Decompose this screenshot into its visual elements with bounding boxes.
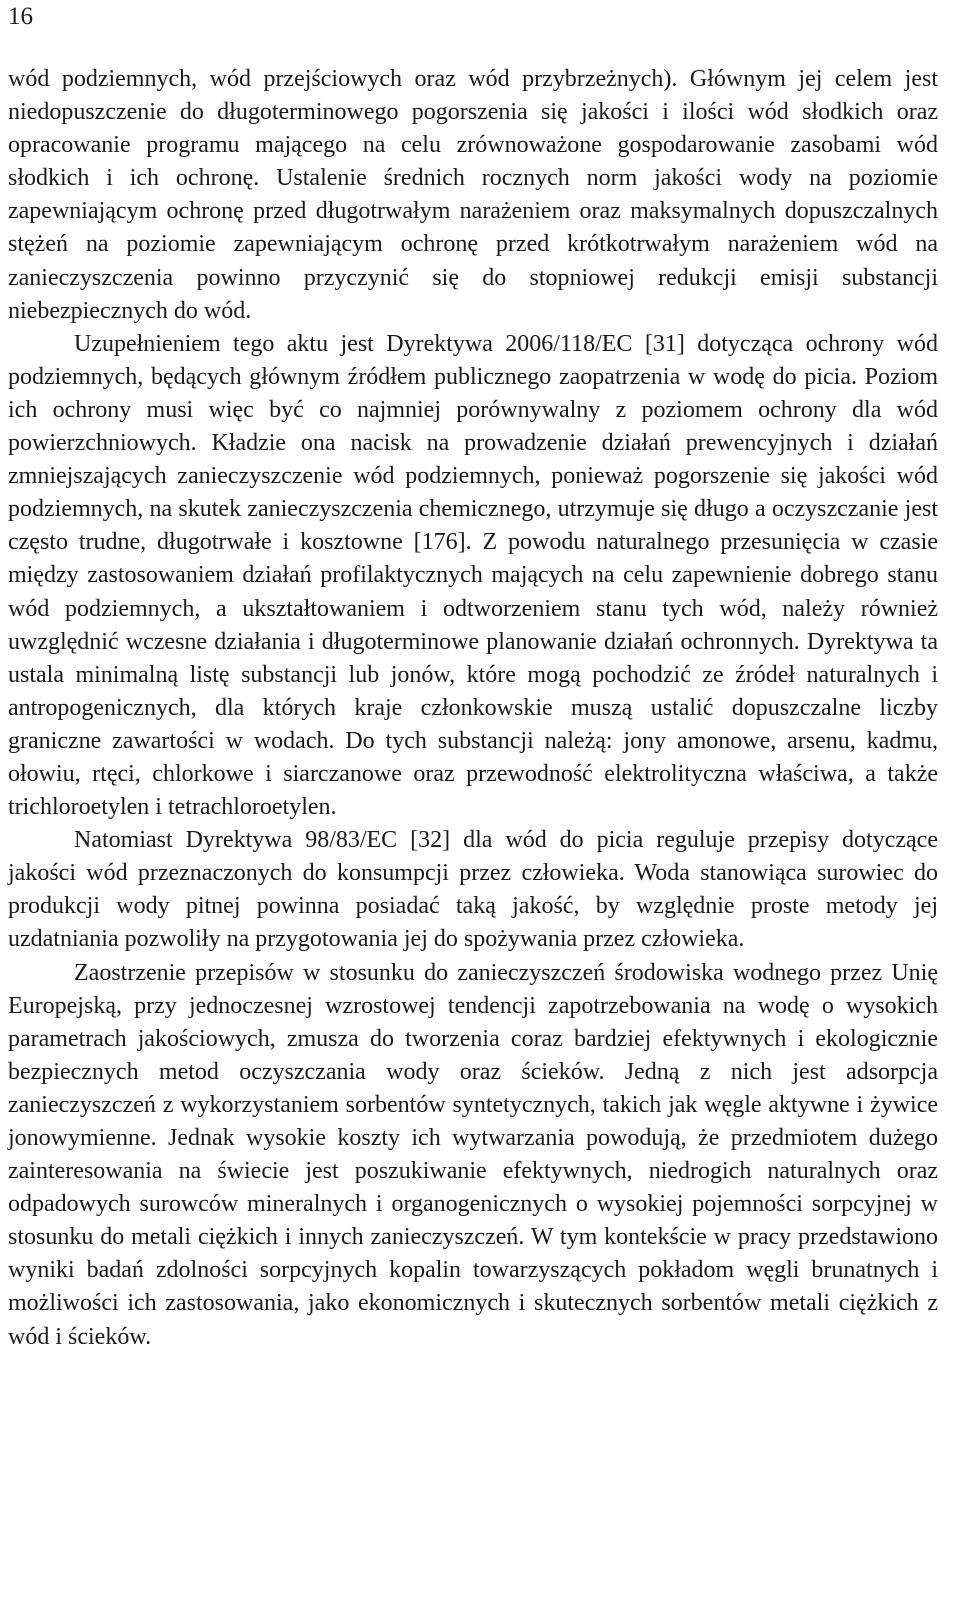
paragraph-continuation: wód podziemnych, wód przejściowych oraz wód przybrzeżnych). Głównym jej celem jest niedopuszczenie do długoterminowego pogorszenia się jakości i ilości wód słodkich oraz opracowanie programu mającego na celu zrównoważone gospodarowanie zasobami wód słodkich i ich ochronę. Ustalenie średnich rocznych norm jakości wody na poziomie zapewniającym ochronę przed długotrwałym narażeniem oraz maksymalnych dopuszczalnych stężeń na poziomie zapewniającym ochronę przed krótkotrwałym narażeniem wód na zanieczyszczenia powinno przyczynić się do stopniowej redukcji emisji substancji niebezpiecznych do wód. (8, 66, 938, 324)
paragraph-directive-2006-118: Uzupełnieniem tego aktu jest Dyrektywa 2006/118/EC [31] dotycząca ochrony wód podziemnych, będących głównym źródłem publicznego zaopatrzenia w wodę do picia. Poziom ich ochrony musi więc być co najmniej porównywalny z poziomem ochrony dla wód powierzchniowych. Kładzie ona nacisk na prowadzenie działań prewencyjnych i działań zmniejszających zanieczyszczenie wód podziemnych, ponieważ pogorszenie się jakości wód podziemnych, na skutek zanieczyszczenia chemicznego, utrzymuje się długo a oczyszczanie jest często trudne, długotrwałe i kosztowne [176]. Z powodu naturalnego przesunięcia w czasie między zastosowaniem działań profilaktycznych mających na celu zapewnienie dobrego stanu wód podziemnych, a ukształtowaniem i odtworzeniem stanu tych wód, należy również uwzględnić wczesne działania i długoterminowe planowanie działań ochronnych. Dyrektywa ta ustala minimalną listę substancji lub jonów, które mogą pochodzić ze źródeł naturalnych i antropogenicznych, dla których kraje członkowskie muszą ustalić dopuszczalne liczby graniczne zawartości w wodach. Do tych substancji należą: jony amonowe, arsenu, kadmu, ołowiu, rtęci, chlorkowe i siarczanowe oraz przewodność elektrolityczna właściwa, a także trichloroetylen i tetrachloroetylen. (8, 330, 938, 821)
body-text (8, 63, 938, 1354)
page-number: 16 (8, 3, 33, 30)
paragraph-sorbents: Zaostrzenie przepisów w stosunku do zanieczyszczeń środowiska wodnego przez Unię Europejską, przy jednoczesnej wzrostowej tendencji zapotrzebowania na wodę o wysokich parametrach jakościowych, zmusza do tworzenia coraz bardziej efektywnych i ekologicznie bezpiecznych metod oczyszczania wody oraz ścieków. Jedną z nich jest adsorpcja zanieczyszczeń z wykorzystaniem sorbentów syntetycznych, takich jak węgle aktywne i żywice jonowymienne. Jednak wysokie koszty ich wytwarzania powodują, że przedmiotem dużego zainteresowania na świecie jest poszukiwanie efektywnych, niedrogich naturalnych oraz odpadowych surowców mineralnych i organogenicznych o wysokiej pojemności sorpcyjnej w stosunku do metali ciężkich i innych zanieczyszczeń. W tym kontekście w pracy przedstawiono wyniki badań zdolności sorpcyjnych kopalin towarzyszących pokładom węgli brunatnych i możliwości ich zastosowania, jako ekonomicznych i skutecznych sorbentów metali ciężkich z wód i ścieków. (8, 959, 938, 1350)
paragraph-directive-98-83: Natomiast Dyrektywa 98/83/EC [32] dla wód do picia reguluje przepisy dotyczące jakości wód przeznaczonych do konsumpcji przez człowieka. Woda stanowiąca surowiec do produkcji wody pitnej powinna posiadać taką jakość, by względnie proste metody jej uzdatniania pozwoliły na przygotowania jej do spożywania przez człowieka. (8, 827, 938, 953)
